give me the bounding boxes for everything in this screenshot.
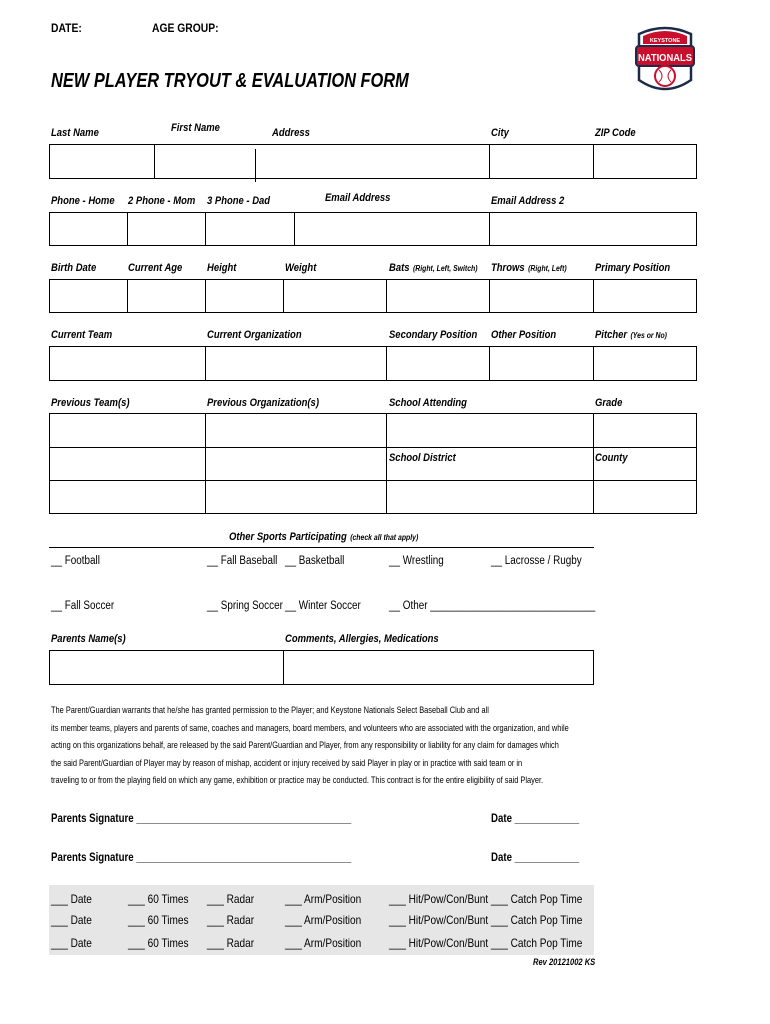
- sport-spring-soccer[interactable]: __ Spring Soccer: [207, 600, 283, 612]
- school-district-label: School District: [389, 452, 456, 464]
- eval-60-times-3[interactable]: ___ 60 Times: [128, 936, 189, 950]
- eval-catch-pop-1[interactable]: ___ Catch Pop Time: [491, 892, 583, 906]
- previous-team-field-2[interactable]: [50, 448, 205, 480]
- logo-arc-text: KEYSTONE: [649, 38, 681, 44]
- legal-line-1: The Parent/Guardian warrants that he/she has granted permission to the Player; and Keystone Nationals Select Baseball Club and all: [51, 705, 489, 716]
- comments-label: Comments, Allergies, Medications: [285, 633, 439, 645]
- sport-fall-soccer[interactable]: __ Fall Soccer: [51, 600, 115, 612]
- sport-other[interactable]: __ Other ______________________________: [389, 600, 596, 612]
- weight-label: Weight: [285, 262, 317, 274]
- eval-arm-position-2[interactable]: ___ Arm/Position: [285, 913, 362, 927]
- eval-radar-3[interactable]: ___ Radar: [207, 936, 255, 950]
- sport-fall-baseball[interactable]: __ Fall Baseball: [207, 555, 278, 567]
- keystone-nationals-logo: [633, 24, 697, 96]
- phone-mom-field[interactable]: [128, 213, 205, 245]
- eval-60-times-2[interactable]: ___ 60 Times: [128, 913, 189, 927]
- bats-field[interactable]: [387, 280, 488, 312]
- parents-signature-2[interactable]: Parents Signature ________________________________________: [51, 852, 352, 864]
- date-label: DATE:: [51, 21, 82, 35]
- primary-position-field[interactable]: [594, 280, 696, 312]
- legal-line-2: its member teams, players and parents of same, coaches and managers, board members, and volunteers who are associated with the organization, and while: [51, 723, 569, 734]
- revision-note: Rev 20121002 KS: [533, 957, 596, 967]
- throws-field[interactable]: [490, 280, 592, 312]
- other-position-field[interactable]: [490, 347, 592, 380]
- phone-dad-field[interactable]: [206, 213, 294, 245]
- signature-date-2[interactable]: Date ____________: [491, 852, 580, 864]
- phone-mom-label: 2 Phone - Mom: [128, 195, 196, 207]
- height-field[interactable]: [206, 280, 283, 312]
- legal-line-3: acting on this organizations behalf, are released by the said Parent/Guardian and Player, from any responsibility or liability for any claim for damages which: [51, 740, 559, 751]
- eval-date-2[interactable]: ___ Date: [51, 913, 92, 927]
- pitcher-label: Pitcher (Yes or No): [595, 329, 667, 341]
- current-org-field[interactable]: [206, 347, 386, 380]
- birth-date-label: Birth Date: [51, 262, 97, 274]
- email-label: Email Address: [325, 192, 391, 204]
- parents-names-field[interactable]: [50, 651, 282, 684]
- pitcher-field[interactable]: [594, 347, 696, 380]
- birth-date-field[interactable]: [50, 280, 127, 312]
- previous-orgs-label: Previous Organization(s): [207, 397, 319, 409]
- age-group-label: AGE GROUP:: [152, 21, 219, 35]
- previous-team-field-3[interactable]: [50, 481, 205, 513]
- school-attending-field[interactable]: [387, 414, 593, 447]
- primary-position-label: Primary Position: [595, 262, 671, 274]
- last-name-field[interactable]: [50, 145, 154, 178]
- address-label: Address: [272, 127, 310, 139]
- logo-main-text: NATIONALS: [638, 52, 692, 64]
- other-position-label: Other Position: [491, 329, 557, 341]
- current-team-label: Current Team: [51, 329, 113, 341]
- phone-home-field[interactable]: [50, 213, 127, 245]
- secondary-position-label: Secondary Position: [389, 329, 478, 341]
- last-name-label: Last Name: [51, 127, 99, 139]
- parents-signature-1[interactable]: Parents Signature ________________________________________: [51, 813, 352, 825]
- previous-org-field-2[interactable]: [206, 448, 386, 480]
- email2-field[interactable]: [490, 213, 696, 245]
- zip-field[interactable]: [594, 145, 696, 178]
- current-org-label: Current Organization: [207, 329, 302, 341]
- zip-label: ZIP Code: [595, 127, 636, 139]
- county-label: County: [595, 452, 628, 464]
- eval-60-times-1[interactable]: ___ 60 Times: [128, 892, 189, 906]
- sport-basketball[interactable]: __ Basketball: [285, 555, 345, 567]
- current-age-label: Current Age: [128, 262, 183, 274]
- county-field[interactable]: [594, 481, 696, 513]
- phone-dad-label: 3 Phone - Dad: [207, 195, 271, 207]
- previous-teams-label: Previous Team(s): [51, 397, 130, 409]
- email-field[interactable]: [295, 213, 488, 245]
- phone-home-label: Phone - Home: [51, 195, 115, 207]
- sport-lacrosse-rugby[interactable]: __ Lacrosse / Rugby: [491, 555, 582, 567]
- eval-radar-1[interactable]: ___ Radar: [207, 892, 255, 906]
- eval-radar-2[interactable]: ___ Radar: [207, 913, 255, 927]
- eval-hit-pow-3[interactable]: ___ Hit/Pow/Con/Bunt: [389, 936, 489, 950]
- sport-football[interactable]: __ Football: [51, 555, 100, 567]
- signature-date-1[interactable]: Date ____________: [491, 813, 580, 825]
- height-label: Height: [207, 262, 237, 274]
- eval-arm-position-3[interactable]: ___ Arm/Position: [285, 936, 362, 950]
- previous-org-field-3[interactable]: [206, 481, 386, 513]
- city-label: City: [491, 127, 509, 139]
- current-team-field[interactable]: [50, 347, 205, 380]
- address-field[interactable]: [256, 145, 488, 178]
- parents-names-label: Parents Name(s): [51, 633, 126, 645]
- throws-label: Throws (Right, Left): [491, 262, 567, 274]
- school-district-field[interactable]: [387, 481, 593, 513]
- eval-hit-pow-1[interactable]: ___ Hit/Pow/Con/Bunt: [389, 892, 489, 906]
- school-attending-label: School Attending: [389, 397, 467, 409]
- first-name-field[interactable]: [155, 145, 255, 178]
- legal-line-4: the said Parent/Guardian of Player may by reason of mishap, accident or injury received by said Player in play or in practice with said team or in: [51, 758, 523, 769]
- weight-field[interactable]: [284, 280, 386, 312]
- first-name-label: First Name: [171, 122, 220, 134]
- eval-arm-position-1[interactable]: ___ Arm/Position: [285, 892, 362, 906]
- eval-catch-pop-3[interactable]: ___ Catch Pop Time: [491, 936, 583, 950]
- eval-hit-pow-2[interactable]: ___ Hit/Pow/Con/Bunt: [389, 913, 489, 927]
- current-age-field[interactable]: [128, 280, 205, 312]
- eval-catch-pop-2[interactable]: ___ Catch Pop Time: [491, 913, 583, 927]
- grade-field[interactable]: [594, 414, 696, 447]
- other-sports-label: Other Sports Participating (check all that apply): [229, 531, 419, 543]
- legal-line-5: traveling to or from the playing field on which any game, exhibition or practice may be conducted. This contract is for the entire eligibility of said Player.: [51, 775, 544, 786]
- sport-wrestling[interactable]: __ Wrestling: [389, 555, 444, 567]
- secondary-position-field[interactable]: [387, 347, 488, 380]
- email2-label: Email Address 2: [491, 195, 565, 207]
- previous-team-field-1[interactable]: [50, 414, 205, 447]
- comments-field[interactable]: [284, 651, 593, 684]
- eval-date-3[interactable]: ___ Date: [51, 936, 92, 950]
- eval-date-1[interactable]: ___ Date: [51, 892, 92, 906]
- city-field[interactable]: [490, 145, 592, 178]
- previous-org-field-1[interactable]: [206, 414, 386, 447]
- sport-winter-soccer[interactable]: __ Winter Soccer: [285, 600, 361, 612]
- form-title: NEW PLAYER TRYOUT & EVALUATION FORM: [51, 70, 409, 92]
- bats-label: Bats (Right, Left, Switch): [389, 262, 478, 274]
- grade-label: Grade: [595, 397, 623, 409]
